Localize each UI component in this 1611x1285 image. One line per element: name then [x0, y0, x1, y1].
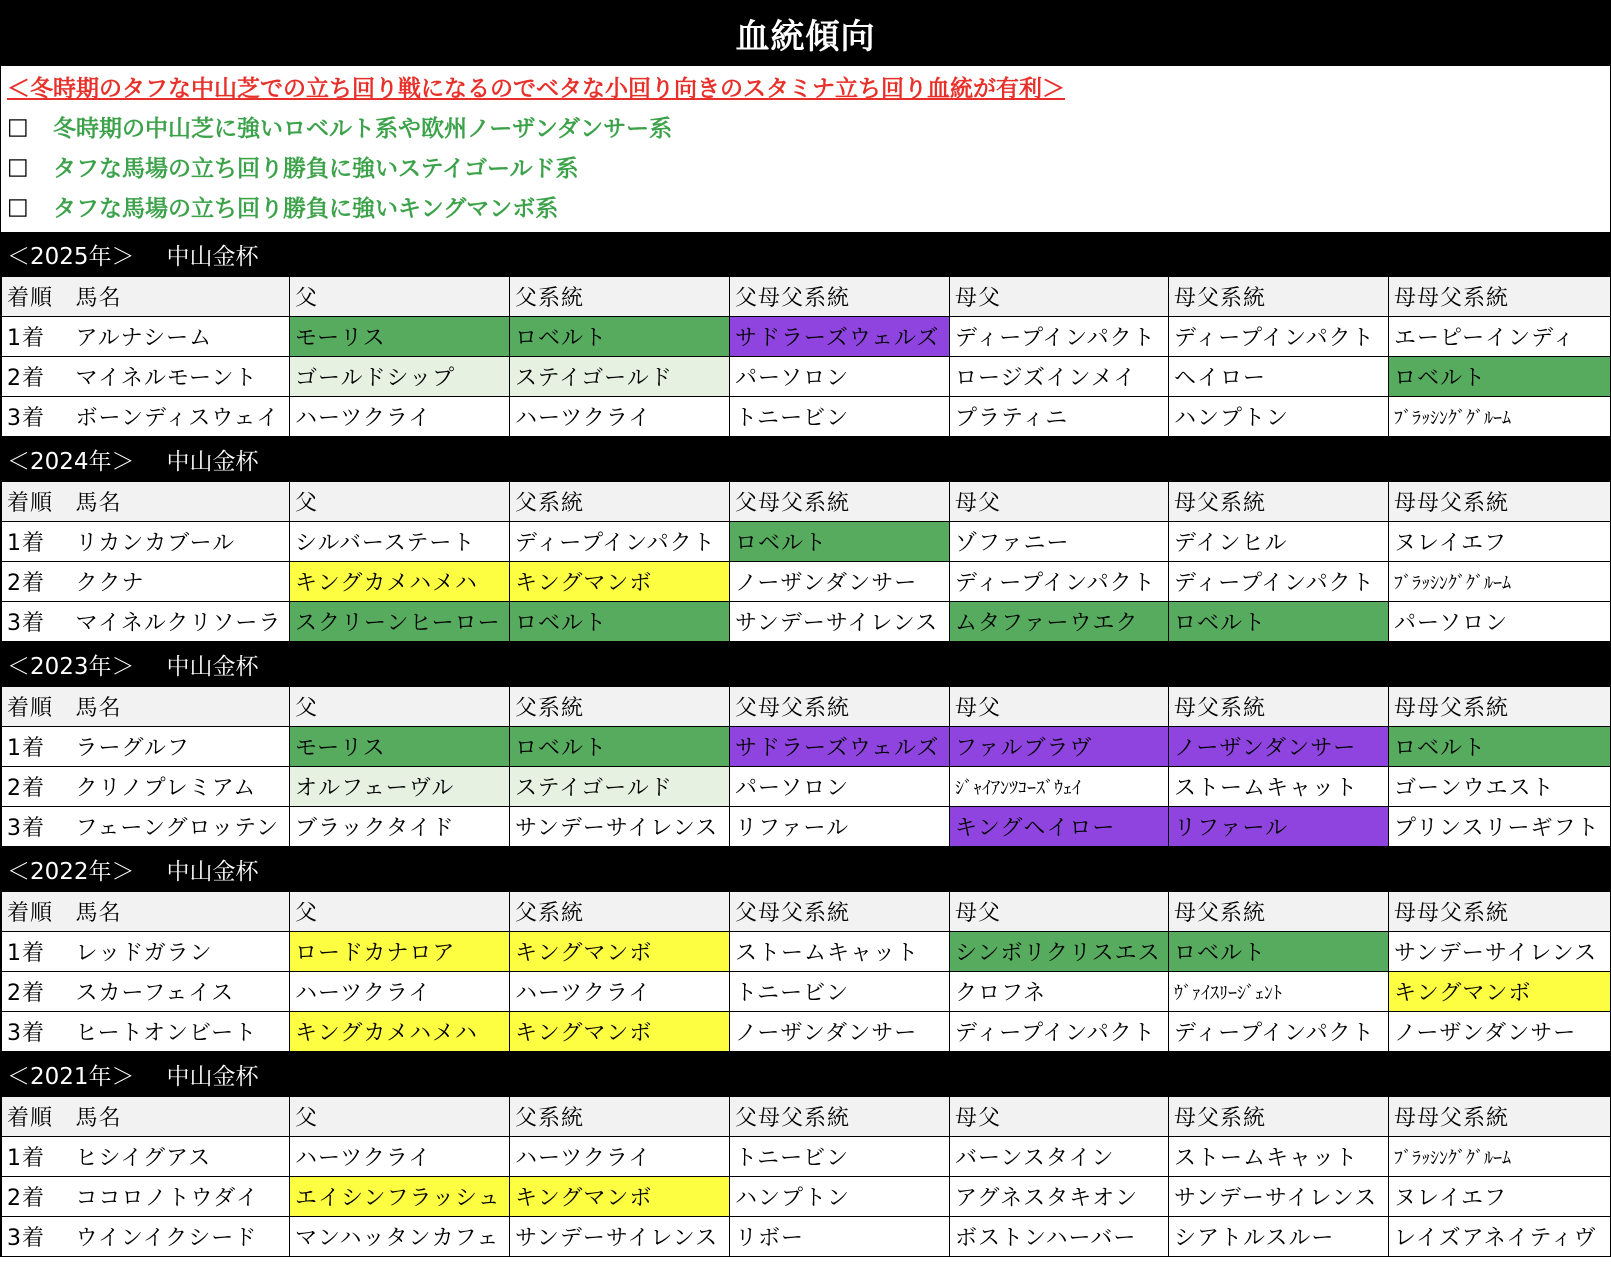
table-cell: 1着 — [2, 932, 71, 972]
table-row — [2, 397, 1611, 437]
table-cell: ハーツクライ — [290, 397, 510, 437]
table-cell: リファール — [1169, 807, 1389, 847]
column-header: 着順 — [2, 687, 71, 727]
table-cell: 1着 — [2, 727, 71, 767]
table-row — [2, 727, 1611, 767]
table-cell: シンボリクリスエス — [950, 932, 1169, 972]
column-header: 父系統 — [510, 482, 730, 522]
table-cell: シルバーステート — [290, 522, 510, 562]
table-cell: プリンスリーギフト — [1389, 807, 1611, 847]
table-cell: ハーツクライ — [510, 972, 730, 1012]
column-header: 父系統 — [510, 277, 730, 317]
year-label: ＜2021年＞ — [7, 1063, 135, 1090]
table-row — [2, 767, 1611, 807]
table-cell: トニービン — [730, 397, 950, 437]
column-header: 父 — [290, 892, 510, 932]
column-header: 父母父系統 — [730, 687, 950, 727]
column-header: 父 — [290, 1097, 510, 1137]
table-cell: サンデーサイレンス — [510, 807, 730, 847]
table-cell: キングヘイロー — [950, 807, 1169, 847]
table-cell: キングマンボ — [510, 1012, 730, 1052]
column-header: 母父系統 — [1169, 482, 1389, 522]
year-section — [1, 847, 1610, 1052]
table-cell: マンハッタンカフェ — [290, 1217, 510, 1257]
table-cell: キングマンボ — [510, 1177, 730, 1217]
table-cell: ディープインパクト — [1169, 317, 1389, 357]
table-cell: フェーングロッテン — [71, 807, 290, 847]
column-header: 馬名 — [71, 687, 290, 727]
table-cell: リファール — [730, 807, 950, 847]
table-cell: ロベルト — [1169, 932, 1389, 972]
year-header — [1, 642, 1610, 686]
column-header: 父母父系統 — [730, 482, 950, 522]
table-cell: ハーツクライ — [290, 1137, 510, 1177]
table-cell: ラーグルフ — [71, 727, 290, 767]
column-header: 父系統 — [510, 892, 730, 932]
column-header: 母父 — [950, 482, 1169, 522]
point-text: 冬時期の中山芝に強いロベルト系や欧州ノーザンダンサー系 — [53, 116, 673, 142]
table-row — [2, 932, 1611, 972]
table-cell: ノーザンダンサー — [1169, 727, 1389, 767]
table-header-row — [2, 277, 1611, 317]
table-cell: ﾌﾞﾗｯｼﾝｸﾞｸﾞﾙｰﾑ — [1389, 397, 1611, 437]
column-header: 馬名 — [71, 1097, 290, 1137]
table-cell: ディープインパクト — [950, 317, 1169, 357]
table-row — [2, 1177, 1611, 1217]
table-cell: サドラーズウェルズ — [730, 317, 950, 357]
table-cell: スカーフェイス — [71, 972, 290, 1012]
year-label: ＜2024年＞ — [7, 448, 135, 475]
column-header: 父 — [290, 277, 510, 317]
column-header: 母父 — [950, 1097, 1169, 1137]
column-header: 着順 — [2, 1097, 71, 1137]
table-row — [2, 807, 1611, 847]
result-table — [1, 481, 1611, 642]
checkbox-icon: □ — [7, 113, 29, 140]
table-cell: 1着 — [2, 317, 71, 357]
table-cell: パーソロン — [1389, 602, 1611, 642]
table-row — [2, 1012, 1611, 1052]
table-cell: ロベルト — [730, 522, 950, 562]
table-cell: パーソロン — [730, 767, 950, 807]
table-cell: ディープインパクト — [1169, 1012, 1389, 1052]
table-cell: エイシンフラッシュ — [290, 1177, 510, 1217]
table-row — [2, 1137, 1611, 1177]
table-cell: レッドガラン — [71, 932, 290, 972]
table-cell: ディープインパクト — [1169, 562, 1389, 602]
column-header: 母父系統 — [1169, 687, 1389, 727]
table-cell: キングマンボ — [510, 562, 730, 602]
race-name: 中山金杯 — [166, 653, 259, 680]
table-cell: 2着 — [2, 357, 71, 397]
table-cell: ヒートオンビート — [71, 1012, 290, 1052]
column-header: 着順 — [2, 482, 71, 522]
table-cell: スクリーンヒーロー — [290, 602, 510, 642]
table-cell: キングマンボ — [510, 932, 730, 972]
table-cell: ヒシイグアス — [71, 1137, 290, 1177]
table-cell: ｳﾞｧｲｽﾘｰｼﾞｪﾝﾄ — [1169, 972, 1389, 1012]
table-cell: バーンスタイン — [950, 1137, 1169, 1177]
table-cell: リボー — [730, 1217, 950, 1257]
column-header: 母父系統 — [1169, 1097, 1389, 1137]
column-header: 馬名 — [71, 892, 290, 932]
table-cell: ロベルト — [1169, 602, 1389, 642]
result-table — [1, 686, 1611, 847]
year-label: ＜2022年＞ — [7, 858, 135, 885]
table-cell: サンデーサイレンス — [730, 602, 950, 642]
point-item — [7, 190, 558, 223]
table-cell: 3着 — [2, 1012, 71, 1052]
headline: ＜冬時期のタフな中山芝での立ち回り戦になるのでベタな小回り向きのスタミナ立ち回り血統が有利＞ — [7, 76, 1065, 102]
table-cell: ククナ — [71, 562, 290, 602]
column-header: 父母父系統 — [730, 277, 950, 317]
column-header: 父母父系統 — [730, 892, 950, 932]
table-cell: ロベルト — [510, 727, 730, 767]
table-cell: ハーツクライ — [290, 972, 510, 1012]
column-header: 着順 — [2, 892, 71, 932]
table-cell: サンデーサイレンス — [1389, 932, 1611, 972]
table-cell: アグネスタキオン — [950, 1177, 1169, 1217]
table-cell: オルフェーヴル — [290, 767, 510, 807]
column-header: 母父 — [950, 687, 1169, 727]
table-cell: 3着 — [2, 397, 71, 437]
table-cell: サドラーズウェルズ — [730, 727, 950, 767]
table-cell: ウインイクシード — [71, 1217, 290, 1257]
table-cell: 1着 — [2, 522, 71, 562]
table-cell: サンデーサイレンス — [510, 1217, 730, 1257]
table-cell: ストームキャット — [1169, 1137, 1389, 1177]
table-cell: ヘイロー — [1169, 357, 1389, 397]
table-cell: ｼﾞｬｲｱﾝﾂｺｰｽﾞｳｪｲ — [950, 767, 1169, 807]
table-cell: ロベルト — [510, 602, 730, 642]
year-header — [1, 437, 1610, 481]
year-sections — [1, 232, 1610, 1257]
table-cell: ノーザンダンサー — [1389, 1012, 1611, 1052]
year-section — [1, 1052, 1610, 1257]
year-section — [1, 437, 1610, 642]
table-cell: レイズアネイティヴ — [1389, 1217, 1611, 1257]
table-cell: キングカメハメハ — [290, 562, 510, 602]
table-cell: ﾌﾞﾗｯｼﾝｸﾞｸﾞﾙｰﾑ — [1389, 562, 1611, 602]
race-name: 中山金杯 — [166, 448, 259, 475]
table-cell: マイネルモーント — [71, 357, 290, 397]
table-cell: ボストンハーバー — [950, 1217, 1169, 1257]
column-header: 父系統 — [510, 1097, 730, 1137]
column-header: 父 — [290, 482, 510, 522]
table-cell: ファルブラヴ — [950, 727, 1169, 767]
table-cell: エーピーインディ — [1389, 317, 1611, 357]
race-name: 中山金杯 — [166, 858, 259, 885]
table-header-row — [2, 687, 1611, 727]
column-header: 父系統 — [510, 687, 730, 727]
table-cell: 3着 — [2, 1217, 71, 1257]
table-cell: ハンプトン — [730, 1177, 950, 1217]
table-row — [2, 357, 1611, 397]
table-cell: サンデーサイレンス — [1169, 1177, 1389, 1217]
table-row — [2, 562, 1611, 602]
table-row — [2, 317, 1611, 357]
checkbox-icon: □ — [7, 193, 29, 220]
table-cell: ロードカナロア — [290, 932, 510, 972]
table-cell: ステイゴールド — [510, 357, 730, 397]
column-header: 母母父系統 — [1389, 892, 1611, 932]
table-cell: ロージズインメイ — [950, 357, 1169, 397]
race-name: 中山金杯 — [166, 1063, 259, 1090]
table-cell: トニービン — [730, 972, 950, 1012]
table-cell: デインヒル — [1169, 522, 1389, 562]
result-table — [1, 1096, 1611, 1257]
table-cell: ヌレイエフ — [1389, 522, 1611, 562]
table-cell: マイネルクリソーラ — [71, 602, 290, 642]
table-cell: シアトルスルー — [1169, 1217, 1389, 1257]
column-header: 父 — [290, 687, 510, 727]
table-cell: ハーツクライ — [510, 397, 730, 437]
intro-section — [1, 66, 1610, 232]
year-section — [1, 642, 1610, 847]
column-header: 母父系統 — [1169, 277, 1389, 317]
column-header: 母母父系統 — [1389, 1097, 1611, 1137]
table-cell: ロベルト — [1389, 357, 1611, 397]
table-cell: ムタファーウエク — [950, 602, 1169, 642]
column-header: 母父 — [950, 892, 1169, 932]
race-name: 中山金杯 — [166, 243, 259, 270]
table-cell: ゾファニー — [950, 522, 1169, 562]
table-cell: パーソロン — [730, 357, 950, 397]
year-header — [1, 847, 1610, 891]
table-cell: クリノプレミアム — [71, 767, 290, 807]
table-cell: 1着 — [2, 1137, 71, 1177]
table-cell: アルナシーム — [71, 317, 290, 357]
table-cell: ﾌﾞﾗｯｼﾝｸﾞｸﾞﾙｰﾑ — [1389, 1137, 1611, 1177]
table-cell: ハーツクライ — [510, 1137, 730, 1177]
table-cell: ゴーンウエスト — [1389, 767, 1611, 807]
table-cell: モーリス — [290, 727, 510, 767]
result-table — [1, 276, 1611, 437]
table-cell: 2着 — [2, 767, 71, 807]
table-cell: ヌレイエフ — [1389, 1177, 1611, 1217]
point-item — [7, 110, 672, 143]
checkbox-icon: □ — [7, 153, 29, 180]
table-header-row — [2, 1097, 1611, 1137]
table-cell: ストームキャット — [730, 932, 950, 972]
year-header — [1, 232, 1610, 276]
table-cell: キングカメハメハ — [290, 1012, 510, 1052]
table-cell: 2着 — [2, 1177, 71, 1217]
column-header: 馬名 — [71, 482, 290, 522]
table-cell: クロフネ — [950, 972, 1169, 1012]
table-row — [2, 1217, 1611, 1257]
column-header: 母父 — [950, 277, 1169, 317]
point-text: タフな馬場の立ち回り勝負に強いステイゴールド系 — [53, 156, 579, 182]
point-item — [7, 150, 579, 183]
column-header: 母母父系統 — [1389, 277, 1611, 317]
table-cell: ストームキャット — [1169, 767, 1389, 807]
year-label: ＜2023年＞ — [7, 653, 135, 680]
year-section — [1, 232, 1610, 437]
table-cell: リカンカブール — [71, 522, 290, 562]
result-table — [1, 891, 1611, 1052]
table-cell: モーリス — [290, 317, 510, 357]
page-title: 血統傾向 — [1, 0, 1610, 66]
table-cell: ノーザンダンサー — [730, 1012, 950, 1052]
table-cell: トニービン — [730, 1137, 950, 1177]
table-cell: ボーンディスウェイ — [71, 397, 290, 437]
table-cell: 3着 — [2, 602, 71, 642]
column-header: 母母父系統 — [1389, 687, 1611, 727]
table-cell: キングマンボ — [1389, 972, 1611, 1012]
column-header: 父母父系統 — [730, 1097, 950, 1137]
table-row — [2, 602, 1611, 642]
table-cell: プラティニ — [950, 397, 1169, 437]
table-cell: ステイゴールド — [510, 767, 730, 807]
column-header: 馬名 — [71, 277, 290, 317]
table-cell: ハンプトン — [1169, 397, 1389, 437]
table-cell: ディープインパクト — [510, 522, 730, 562]
table-row — [2, 972, 1611, 1012]
table-header-row — [2, 892, 1611, 932]
table-cell: ディープインパクト — [950, 1012, 1169, 1052]
year-header — [1, 1052, 1610, 1096]
table-cell: 2着 — [2, 562, 71, 602]
table-cell: ロベルト — [1389, 727, 1611, 767]
table-cell: ブラックタイド — [290, 807, 510, 847]
column-header: 母父系統 — [1169, 892, 1389, 932]
column-header: 母母父系統 — [1389, 482, 1611, 522]
table-cell: ロベルト — [510, 317, 730, 357]
table-row — [2, 522, 1611, 562]
table-cell: ゴールドシップ — [290, 357, 510, 397]
column-header: 着順 — [2, 277, 71, 317]
table-header-row — [2, 482, 1611, 522]
table-cell: ココロノトウダイ — [71, 1177, 290, 1217]
table-cell: ノーザンダンサー — [730, 562, 950, 602]
table-cell: 2着 — [2, 972, 71, 1012]
year-label: ＜2025年＞ — [7, 243, 135, 270]
point-text: タフな馬場の立ち回り勝負に強いキングマンボ系 — [53, 196, 559, 222]
table-cell: ディープインパクト — [950, 562, 1169, 602]
table-cell: 3着 — [2, 807, 71, 847]
